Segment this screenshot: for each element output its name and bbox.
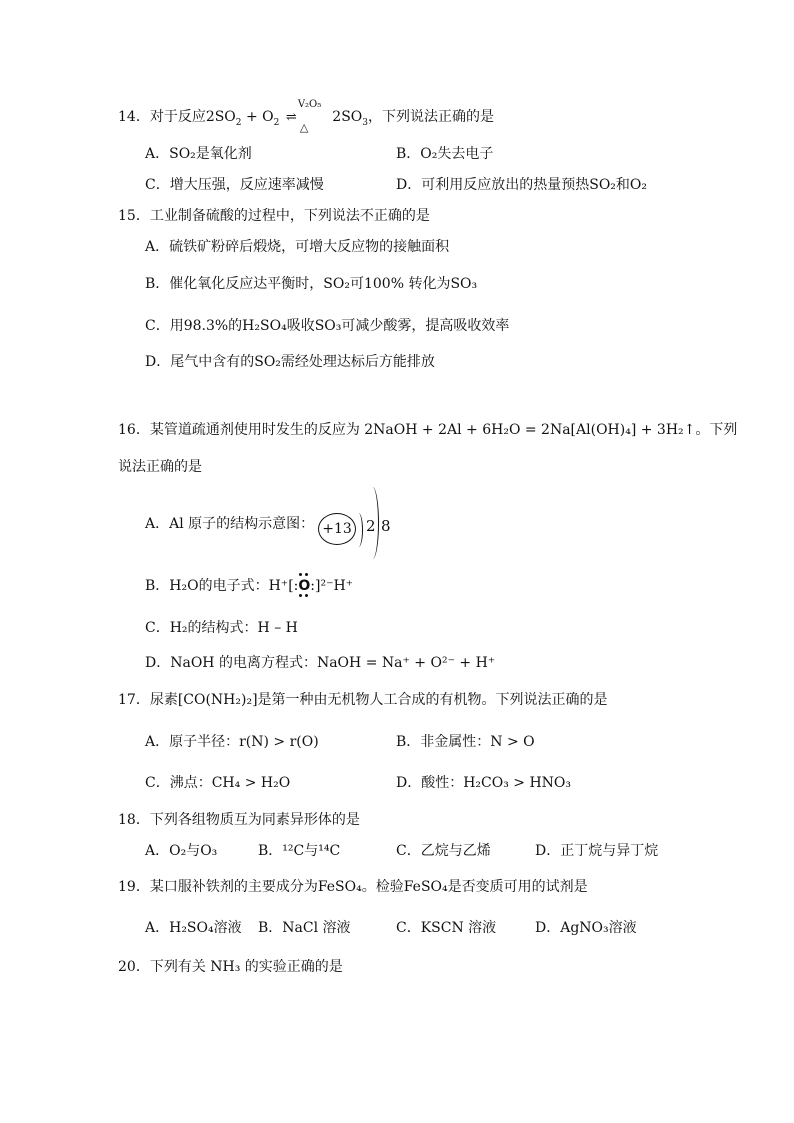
q19-option-c: C．KSCN 溶液 xyxy=(396,920,497,936)
electron-shell-arc-2 xyxy=(366,487,379,559)
q15-stem: 15．工业制备硫酸的过程中，下列说法不正确的是 xyxy=(118,208,430,224)
h2o-electron-formula-right: :]²⁻H⁺ xyxy=(310,578,354,594)
q14-stem: 14．对于反应$2SO_2 + O_2$ V₂O₅ ⇌ △ $2SO_3$，下列说法正确的是 xyxy=(118,108,494,126)
q16-option-c: C．H₂的结构式：H – H xyxy=(145,620,298,636)
q16-option-b-label: B．H₂O的电子式： xyxy=(145,578,269,594)
q18-option-d: D．正丁烷与异丁烷 xyxy=(535,843,659,859)
al-atom-structure-diagram xyxy=(318,499,391,561)
q16-option-b xyxy=(145,577,353,595)
q18-option-c: C．乙烷与乙烯 xyxy=(396,843,491,859)
q14-option-c: C．增大压强，反应速率减慢 xyxy=(145,177,324,193)
shell-2-count: 8 xyxy=(381,517,391,535)
q15-option-d: D．尾气中含有的SO₂需经处理达标后方能排放 xyxy=(145,354,435,370)
q19-option-a: A．H₂SO₄溶液 xyxy=(145,920,242,936)
q15-option-b: B．催化氧化反应达平衡时，SO₂可100% 转化为SO₃ xyxy=(145,276,478,292)
q18-option-a: A．O₂与O₃ xyxy=(145,843,218,859)
heat-label: △ xyxy=(299,121,309,134)
q14-option-d: D．可利用反应放出的热量预热SO₂和O₂ xyxy=(396,177,647,193)
oxygen-electron-dots xyxy=(298,577,310,595)
q14-option-a: A．SO₂是氧化剂 xyxy=(145,146,252,162)
q17-option-b: B．非金属性：N > O xyxy=(396,734,535,750)
oxygen-symbol: O xyxy=(298,578,311,594)
q17-option-d: D．酸性：H₂CO₃ > HNO₃ xyxy=(396,775,572,791)
electron-shell-arc-1 xyxy=(354,513,363,547)
q17-option-c: C．沸点：CH₄ > H₂O xyxy=(145,775,291,791)
q18-stem: 18．下列各组物质互为同素异形体的是 xyxy=(118,812,360,828)
q14-plus: + O xyxy=(241,109,274,125)
h2o-electron-formula-left: H⁺[: xyxy=(268,578,299,594)
q20-stem: 20．下列有关 NH₃ 的实验正确的是 xyxy=(118,959,343,975)
shell-1-count: 2 xyxy=(366,517,376,535)
q14-product: 2SO xyxy=(332,109,363,125)
q18-option-b: B．¹²C与¹⁴C xyxy=(258,843,341,859)
q16-stem: 16．某管道疏通剂使用时发生的反应为 2NaOH + 2Al + 6H₂O = 2Na[Al(OH)₄] + 3H₂↑。下列 xyxy=(118,422,738,438)
q19-option-b: B．NaCl 溶液 xyxy=(258,920,351,936)
q17-stem: 17．尿素[CO(NH₂)₂]是第一种由无机物人工合成的有机物。下列说法正确的是 xyxy=(118,692,608,708)
q19-option-d: D．AgNO₃溶液 xyxy=(535,920,637,936)
q14-option-b: B．O₂失去电子 xyxy=(396,146,494,162)
q14-stem-suffix: ，下列说法正确的是 xyxy=(368,109,494,125)
q15-option-a: A．硫铁矿粉碎后煅烧，可增大反应物的接触面积 xyxy=(145,239,450,255)
q15-option-c: C．用98.3%的H₂SO₄吸收SO₃可减少酸雾，提高吸收效率 xyxy=(145,318,510,334)
q16-option-d: D．NaOH 的电离方程式：NaOH = Na⁺ + O²⁻ + H⁺ xyxy=(145,655,496,671)
reversible-arrow-icon: ⇌ xyxy=(285,110,297,125)
reaction-condition xyxy=(284,99,328,134)
catalyst-label: V₂O₅ xyxy=(297,99,322,110)
q17-option-a: A．原子半径：r(N) > r(O) xyxy=(145,734,319,750)
atom-nucleus: +13 xyxy=(318,513,356,545)
q16-stem-continued: 说法正确的是 xyxy=(118,459,202,475)
q14-stem-prefix: 14．对于反应2SO xyxy=(118,109,236,125)
q16-option-a-label: A．Al 原子的结构示意图： xyxy=(145,516,315,532)
q19-stem: 19．某口服补铁剂的主要成分为FeSO₄。检验FeSO₄是否变质可用的试剂是 xyxy=(118,879,588,895)
